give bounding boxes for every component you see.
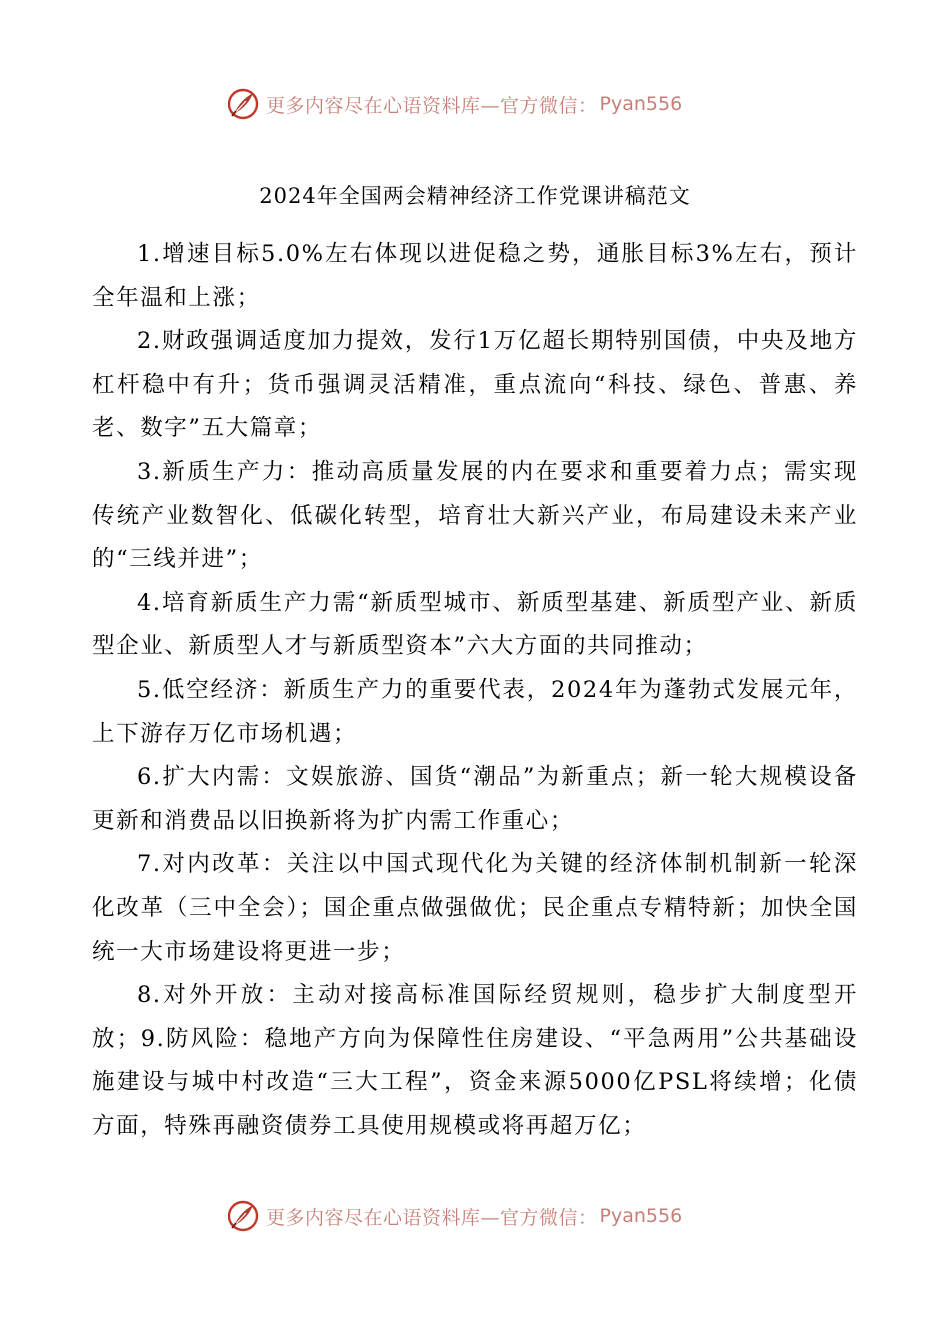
watermark-text: 更多内容尽在心语资料库—官方微信： bbox=[266, 94, 598, 117]
paragraph-4: 4.培育新质生产力需“新质型城市、新质型基建、新质型产业、新质型企业、新质型人才与新质型资本”六大方面的共同推动； bbox=[92, 589, 858, 660]
document-title: 2024年全国两会精神经济工作党课讲稿范文 bbox=[259, 184, 691, 208]
paragraph-5: 5.低空经济：新质生产力的重要代表，2024年为蓬勃式发展元年，上下游存万亿市场机遇； bbox=[92, 676, 858, 747]
paragraph-6: 6.扩大内需：文娱旅游、国货“潮品”为新重点；新一轮大规模设备更新和消费品以旧换新将为扩内需工作重心； bbox=[92, 764, 858, 834]
footer-watermark bbox=[226, 1196, 682, 1236]
document-body bbox=[92, 233, 858, 1148]
paragraph-8: 8.对外开放：主动对接高标准国际经贸规则，稳步扩大制度型开放；9.防风险：稳地产方向为保障性住房建设、“平急两用”公共基础设施建设与城中村改造“三大工程”，资金来源5000亿PSL将续增；化债方面，特殊再融资债券工具使用规模或将再超万亿； bbox=[92, 982, 858, 1139]
paragraph-1: 1.增速目标5.0%左右体现以进促稳之势，通胀目标3%左右，预计全年温和上涨； bbox=[92, 241, 858, 311]
watermark-wechat-id: Pyan556 bbox=[599, 93, 683, 115]
quill-pen-logo-icon bbox=[226, 87, 260, 121]
paragraph-2: 2.财政强调适度加力提效，发行1万亿超长期特别国债，中央及地方杠杆稳中有升；货币强调灵活精准，重点流向“科技、绿色、普惠、养老、数字”五大篇章； bbox=[92, 328, 858, 442]
quill-pen-logo-icon bbox=[226, 1199, 260, 1233]
header-watermark bbox=[226, 84, 682, 124]
paragraph-7: 7.对内改革：关注以中国式现代化为关键的经济体制机制新一轮深化改革（三中全会）；国企重点做强做优；民企重点专精特新；加快全国统一大市场建设将更进一步； bbox=[92, 851, 858, 965]
watermark-text: 更多内容尽在心语资料库—官方微信： bbox=[266, 1206, 598, 1229]
paragraph-3: 3.新质生产力：推动高质量发展的内在要求和重要着力点；需实现传统产业数智化、低碳化转型，培育壮大新兴产业，布局建设未来产业的“三线并进”； bbox=[92, 458, 858, 573]
watermark-wechat-id: Pyan556 bbox=[599, 1205, 683, 1227]
